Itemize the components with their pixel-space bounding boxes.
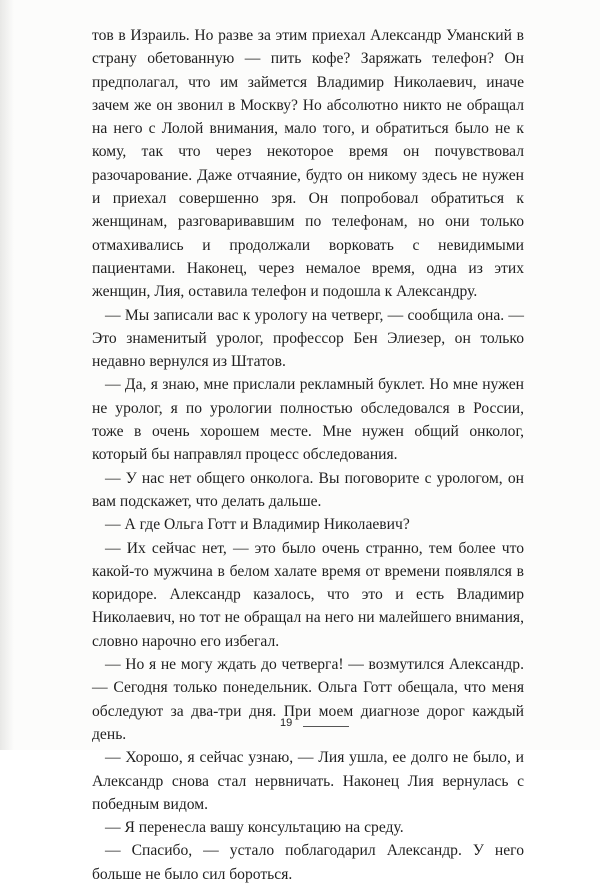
paragraph-dialogue: — Спасибо, — устало поблагодарил Александр. У него больше не было сил бороться. <box>92 842 524 883</box>
page-number: 19 <box>280 717 293 729</box>
paragraph-dialogue: — Я перенесла вашу консультацию на среду. <box>105 819 404 837</box>
paragraph-dialogue: — У нас нет общего онколога. Вы поговорите с урологом, он вам подскажет, что делать дальше. <box>92 469 524 510</box>
footer-rule <box>303 726 349 727</box>
paragraph-dialogue: — Хорошо, я сейчас узнаю, — Лия ушла, ее долго не было, и Александр снова стал нервничать. Наконец Лия вернулась с победным видом. <box>92 749 524 813</box>
paragraph-dialogue: — Мы записали вас к урологу на четверг, — сообщила она. — Это знаменитый уролог, профессор Бен Элиезер, он только недавно вернулся из Штатов. <box>92 306 524 371</box>
paragraph-dialogue: — Да, я знаю, мне прислали рекламный буклет. Но мне нужен не уролог, я по урологии полностью обследовался в России, тоже в очень хорошем месте. Мне нужен общий онколог, который бы направлял процесс обследования. <box>92 376 524 464</box>
page-footer <box>0 717 600 737</box>
page-spine-shadow <box>0 0 14 750</box>
paragraph-dialogue: — А где Ольга Готт и Владимир Николаевич? <box>105 516 410 534</box>
paragraph-dialogue: — Их сейчас нет, — это было очень странно, тем более что какой-то мужчина в белом халате время от времени появлялся в коридоре. Александр казалось, что это и есть Владимир Николаевич, но тот не обращал на него ни малейшего внимания, словно нарочно его избегал. <box>92 539 524 650</box>
paragraph-continuation: тов в Израиль. Но разве за этим приехал Александр Уманский в страну обетованную — пить кофе? Заряжать телефон? Он предполагал, что им займется Владимир Николаевич, иначе зачем же он звонил в Москву? Но абсолютно никто не обращал на него с Лолой внимания, мало того, и обратиться было не к кому, так что через некоторое время он почувствовал разочарование. Даже отчаяние, будто он никому здесь не нужен и приехал совершенно зря. Он попробовал обратиться к женщинам, разговаривавшим по телефонам, но они только отмахивались и продолжали ворковать с невидимыми пациентами. Наконец, через немалое время, одна из этих женщин, Лия, оставила телефон и подошла к Александру. <box>92 27 524 301</box>
body-text <box>92 24 524 886</box>
paragraph-dialogue: — Но я не могу ждать до четверга! — возмутился Александр. — Сегодня только понедельник. Ольга Готт обещала, что меня обследуют за два-три дня. При моем диагнозе дорог каждый день. <box>92 656 524 743</box>
